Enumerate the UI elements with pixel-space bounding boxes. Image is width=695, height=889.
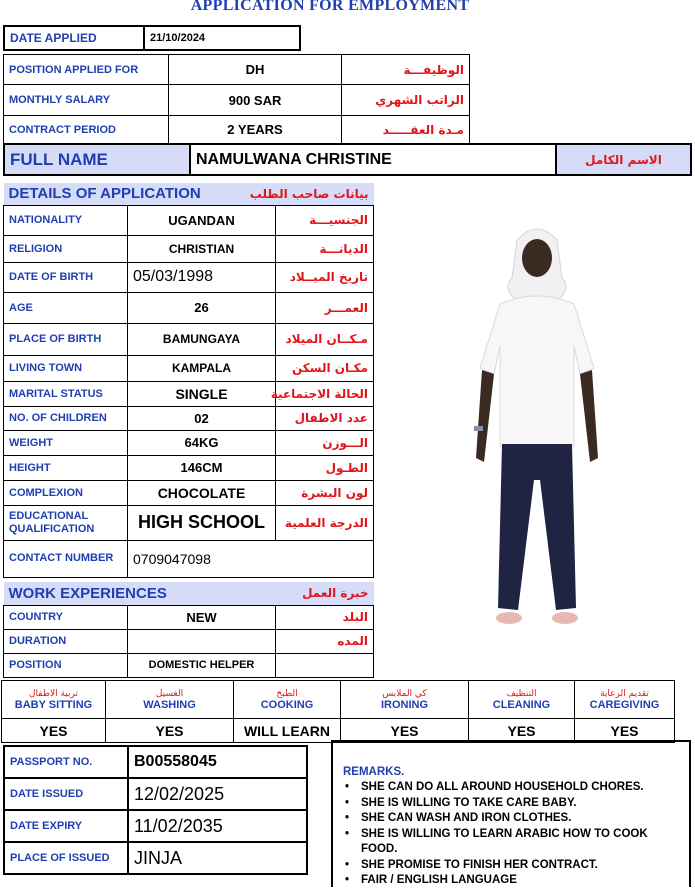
position-label: POSITION APPLIED FOR — [4, 55, 169, 85]
row-value: UGANDAN — [128, 205, 276, 235]
row-label: POSITION — [4, 653, 128, 677]
salary-value: 900 SAR — [169, 85, 342, 116]
work-table — [3, 582, 374, 678]
row-label-ar: الطـول — [276, 455, 374, 480]
row-value: CHRISTIAN — [128, 235, 276, 262]
row-label-ar — [276, 653, 374, 677]
skill-label: CAREGIVING — [589, 698, 660, 711]
row-value: 12/02/2025 — [128, 778, 307, 810]
row-label: WEIGHT — [4, 430, 128, 455]
row-label-ar: تاريخ الميــلاد — [276, 262, 374, 292]
row-label: NO. OF CHILDREN — [4, 406, 128, 430]
full-name-label: FULL NAME — [4, 144, 190, 175]
row-label: CONTACT NUMBER — [4, 540, 128, 577]
page-title: APPLICATION FOR EMPLOYMENT — [190, 0, 470, 14]
row-value: 02 — [128, 406, 276, 430]
skill-label-ar: الغسيل — [155, 688, 184, 699]
row-value: JINJA — [128, 842, 307, 874]
skills-table — [1, 680, 675, 743]
row-label: EDUCATIONAL QUALIFICATION — [4, 505, 128, 540]
skill-label-ar: كي الملابس — [382, 688, 427, 699]
row-label-ar: لون البشرة — [276, 480, 374, 505]
work-header-ar: خبرة العمل — [302, 586, 369, 601]
table-row — [4, 205, 374, 235]
row-value: DOMESTIC HELPER — [128, 653, 276, 677]
full-name-label-ar: الاسم الكامل — [556, 144, 691, 175]
row-value: 64KG — [128, 430, 276, 455]
skill-value: YES — [575, 719, 675, 743]
row-label-ar: الديانـــة — [276, 235, 374, 262]
applicant-photo — [462, 218, 612, 638]
row-label: PASSPORT NO. — [4, 746, 128, 778]
row-label-ar: البلد — [276, 605, 374, 629]
table-row — [4, 455, 374, 480]
work-header: WORK EXPERIENCES — [8, 584, 167, 602]
row-value: 05/03/1998 — [128, 262, 276, 292]
row-label: DATE EXPIRY — [4, 810, 128, 842]
row-value: HIGH SCHOOL — [128, 505, 276, 540]
position-table — [3, 54, 470, 144]
table-row — [4, 355, 374, 381]
date-applied-label: DATE APPLIED — [4, 26, 144, 50]
row-label: PLACE OF BIRTH — [4, 323, 128, 355]
row-value: 26 — [128, 292, 276, 323]
salary-label: MONTHLY SALARY — [4, 85, 169, 116]
skill-label-ar: التنظيف — [506, 688, 537, 699]
skill-value: YES — [106, 719, 234, 743]
row-label: COMPLEXION — [4, 480, 128, 505]
table-row — [4, 810, 307, 842]
table-row — [4, 262, 374, 292]
row-label: PLACE OF ISSUED — [4, 842, 128, 874]
remarks-box — [331, 740, 691, 887]
skill-header — [106, 681, 234, 719]
skill-label: CLEANING — [492, 698, 551, 711]
row-label-ar: الدرجة العلمية — [276, 505, 374, 540]
list-item: • SHE IS WILLING TO TAKE CARE BABY. — [343, 796, 683, 812]
skill-header — [575, 681, 675, 719]
list-item: • SHE CAN DO ALL AROUND HOUSEHOLD CHORES. — [343, 780, 683, 796]
row-label: MARITAL STATUS — [4, 381, 128, 406]
list-item: • SHE IS WILLING TO LEARN ARABIC HOW TO COOK FOOD. — [343, 827, 683, 858]
row-label-ar: الـــوزن — [276, 430, 374, 455]
contract-value: 2 YEARS — [169, 116, 342, 144]
row-value: SINGLE — [128, 381, 276, 406]
skill-value: YES — [469, 719, 575, 743]
date-applied-value: 21/10/2024 — [144, 26, 300, 50]
skill-label-ar: تربية الاطفال — [28, 688, 78, 699]
salary-label-ar: الراتب الشهري — [342, 85, 470, 116]
row-label-ar: المده — [276, 629, 374, 653]
row-label-ar: الحالة الاجتماعية — [276, 381, 374, 406]
full-name-value: NAMULWANA CHRISTINE — [190, 144, 556, 175]
table-row — [4, 629, 374, 653]
table-row — [4, 842, 307, 874]
row-value: KAMPALA — [128, 355, 276, 381]
skill-label: BABY SITTING — [14, 698, 93, 711]
remarks-title: REMARKS. — [343, 766, 405, 778]
skill-value: YES — [341, 719, 469, 743]
skill-label-ar: الطبخ — [276, 688, 298, 699]
table-row — [4, 323, 374, 355]
skill-label: IRONING — [380, 698, 429, 711]
table-row — [4, 540, 374, 577]
details-header-row — [4, 183, 374, 205]
skill-header — [469, 681, 575, 719]
row-value: 11/02/2035 — [128, 810, 307, 842]
row-value: BAMUNGAYA — [128, 323, 276, 355]
table-row — [4, 406, 374, 430]
row-label: LIVING TOWN — [4, 355, 128, 381]
skill-label-ar: تقديم الرعاية — [600, 688, 649, 699]
row-label-ar: العمـــر — [276, 292, 374, 323]
table-row — [4, 235, 374, 262]
table-row — [4, 778, 307, 810]
skill-label: COOKING — [260, 698, 314, 711]
full-name-table — [3, 143, 692, 176]
table-row — [4, 505, 374, 540]
skills-value-row — [2, 719, 675, 743]
skill-header — [341, 681, 469, 719]
skill-header — [2, 681, 106, 719]
row-label: COUNTRY — [4, 605, 128, 629]
row-value: CHOCOLATE — [128, 480, 276, 505]
position-value: DH — [169, 55, 342, 85]
row-label: AGE — [4, 292, 128, 323]
contract-label: CONTRACT PERIOD — [4, 116, 169, 144]
row-label: DATE ISSUED — [4, 778, 128, 810]
row-label-ar: مكـان السكن — [276, 355, 374, 381]
skills-header-row — [2, 681, 675, 719]
row-label-ar: عدد الاطفال — [276, 406, 374, 430]
remarks-list — [343, 780, 683, 889]
row-value: NEW — [128, 605, 276, 629]
row-value: B00558045 — [128, 746, 307, 778]
passport-table — [3, 745, 308, 875]
table-row — [4, 292, 374, 323]
row-label: NATIONALITY — [4, 205, 128, 235]
position-label-ar: الوظيفـــة — [342, 55, 470, 85]
row-value — [128, 629, 276, 653]
skill-label: WASHING — [143, 698, 196, 711]
table-row — [4, 653, 374, 677]
row-label-ar: الجنسيـــة — [276, 205, 374, 235]
details-header-ar: بيانات صاحب الطلب — [249, 186, 369, 201]
row-label-ar: مـكــان الميلاد — [276, 323, 374, 355]
table-row — [4, 381, 374, 406]
list-item: • FAIR / ENGLISH LANGUAGE — [343, 873, 683, 889]
row-value: 0709047098 — [128, 540, 374, 577]
table-row — [4, 480, 374, 505]
row-label: HEIGHT — [4, 455, 128, 480]
work-header-row — [4, 582, 374, 605]
details-header: DETAILS OF APPLICATION — [8, 185, 201, 203]
table-row — [4, 430, 374, 455]
table-row — [4, 746, 307, 778]
skill-value: YES — [2, 719, 106, 743]
row-label: RELIGION — [4, 235, 128, 262]
row-value: 146CM — [128, 455, 276, 480]
skill-header — [234, 681, 341, 719]
table-row — [4, 605, 374, 629]
row-label: DATE OF BIRTH — [4, 262, 128, 292]
contract-label-ar: مـدة العقـــــد — [342, 116, 470, 144]
skill-value: WILL LEARN — [234, 719, 341, 743]
date-applied-table — [3, 25, 301, 51]
list-item: • SHE CAN WASH AND IRON CLOTHES. — [343, 811, 683, 827]
list-item: • SHE PROMISE TO FINISH HER CONTRACT. — [343, 858, 683, 874]
details-table — [3, 183, 374, 578]
row-label: DURATION — [4, 629, 128, 653]
